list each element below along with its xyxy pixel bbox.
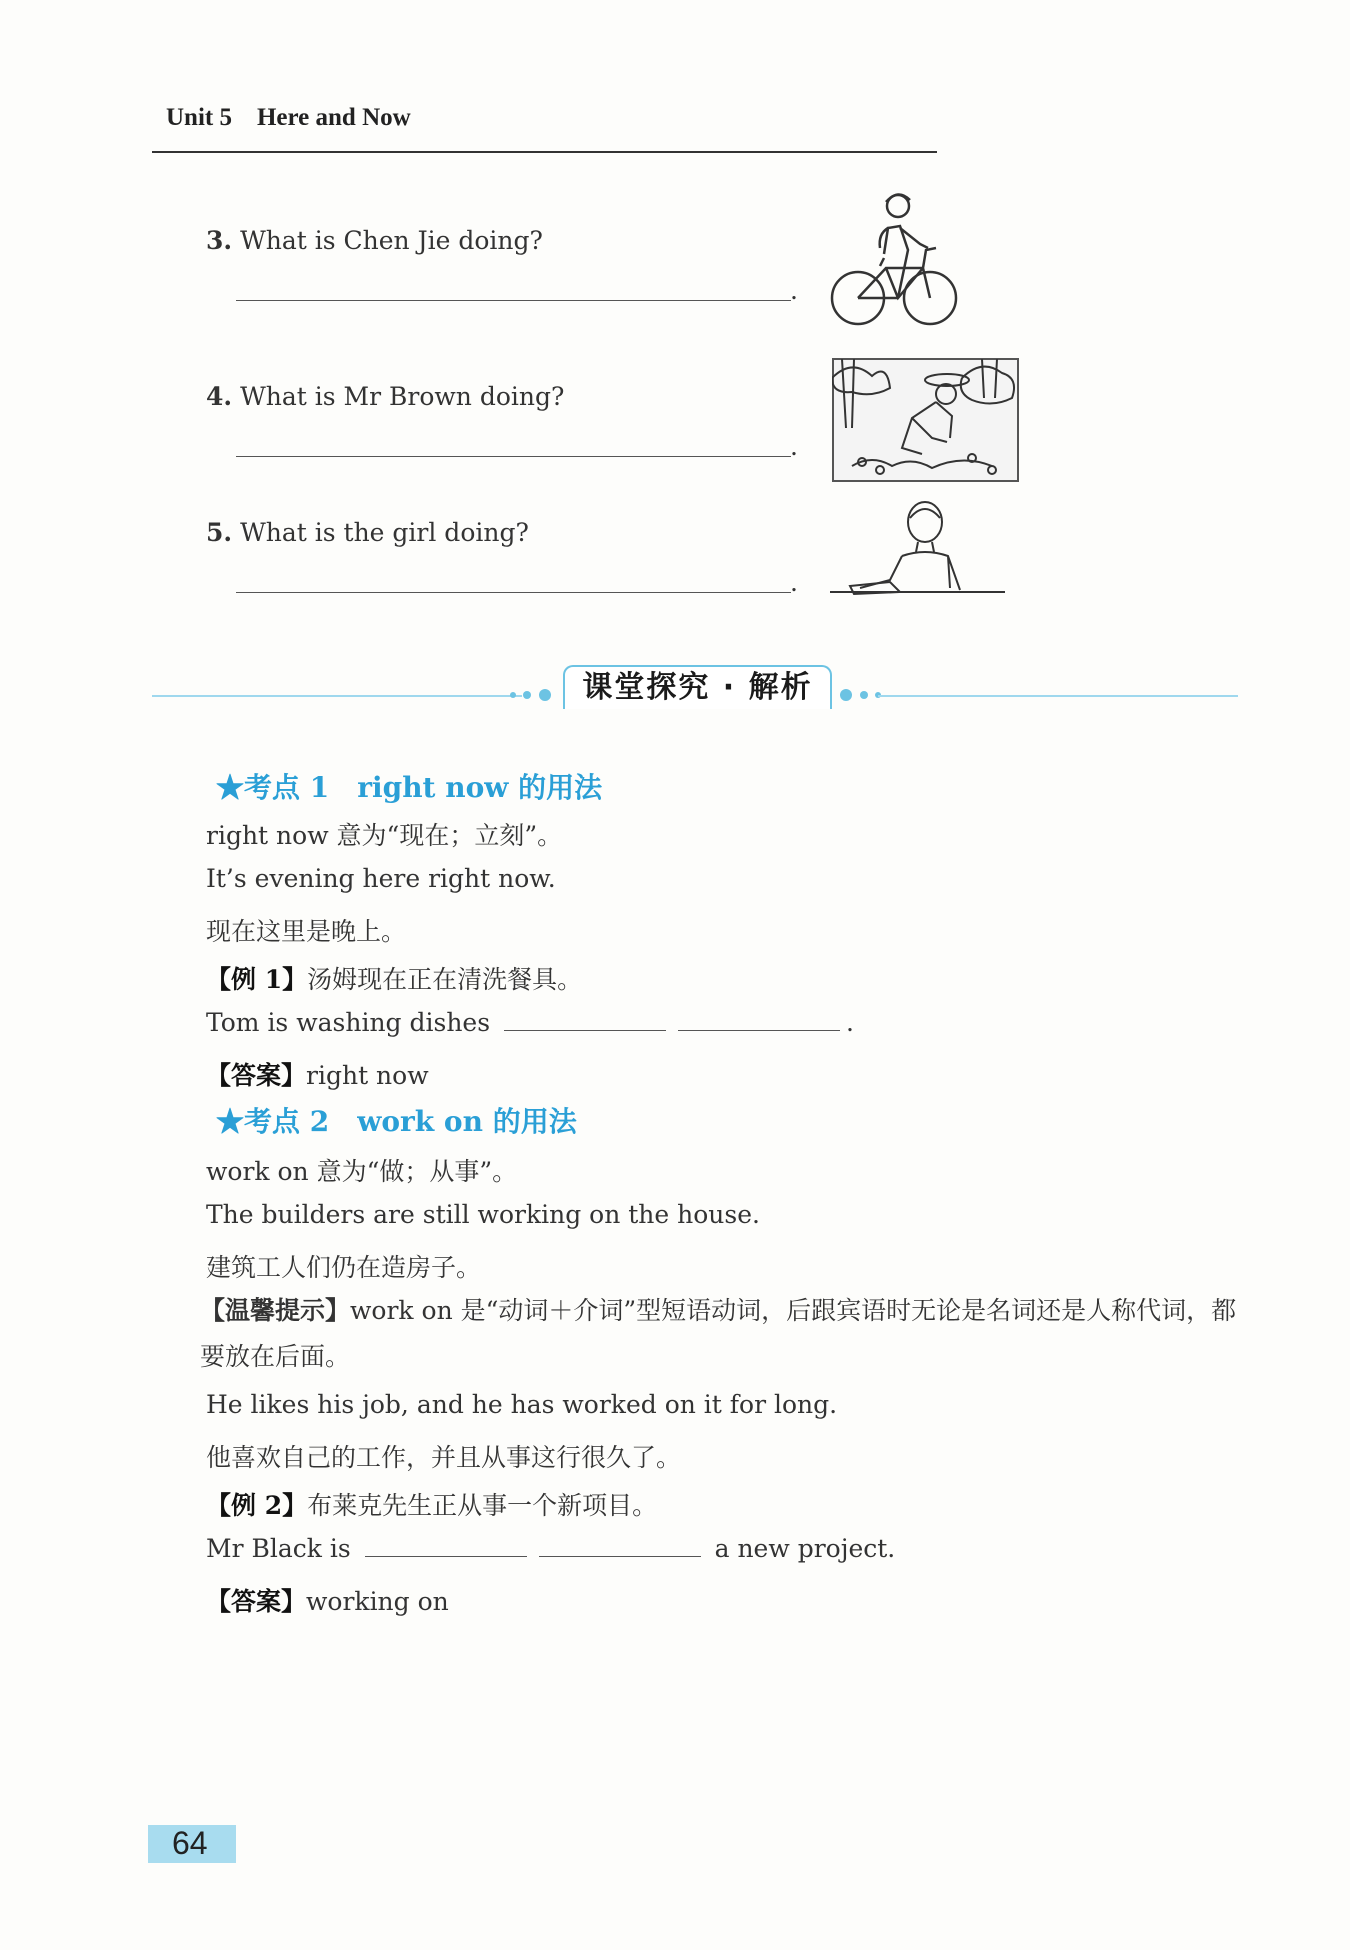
example-1-blank-1[interactable] — [504, 1008, 666, 1031]
example-2-label: 【例 2】 — [206, 1491, 308, 1520]
kaodian-2-example2-cn: 他喜欢自己的工作，并且从事这行很久了。 — [206, 1443, 682, 1472]
tip-label: 【温馨提示】 — [200, 1296, 351, 1325]
girl-riding-bike-icon — [828, 188, 963, 336]
unit-title: Here and Now — [256, 104, 411, 131]
answer-line-4[interactable] — [236, 456, 791, 457]
example-2-blank-1[interactable] — [365, 1534, 527, 1557]
page-header — [166, 104, 411, 132]
example-1-blank-2[interactable] — [678, 1008, 840, 1031]
section-dots-left — [505, 687, 555, 703]
header-rule — [152, 151, 937, 153]
section-title: 课堂探究 · 解析 — [563, 665, 832, 709]
tip-paragraph: 【温馨提示】work on 是“动词＋介词”型短语动词，后跟宾语时无论是名词还是人称代词，都要放在后面。 — [200, 1296, 1237, 1371]
section-divider-right — [878, 695, 1238, 697]
answer-label: 【答案】 — [206, 1587, 307, 1616]
example-2-sentence: Mr Black is a new project. — [206, 1534, 896, 1563]
unit-label: Unit 5 — [166, 104, 232, 131]
answer-period: . — [790, 432, 798, 461]
example-1-label: 【例 1】 — [206, 965, 308, 994]
man-gardening-icon — [832, 358, 1019, 482]
page-number: 64 — [172, 1825, 208, 1861]
kaodian-2-meaning: work on 意为“做；从事”。 — [206, 1157, 518, 1186]
example-1-answer: 【答案】right now — [206, 1061, 429, 1090]
kaodian-1-heading: ★考点 1 right now 的用法 — [216, 771, 603, 804]
kaodian-2-example-en: The builders are still working on the house. — [206, 1200, 760, 1229]
kaodian-2-example2-en: He likes his job, and he has worked on it for long. — [206, 1390, 838, 1419]
question-5: 5. What is the girl doing? — [206, 518, 529, 547]
example-2-blank-2[interactable] — [539, 1534, 701, 1557]
example-1-prompt: 【例 1】汤姆现在正在清洗餐具。 — [206, 965, 583, 994]
kaodian-2-example-cn: 建筑工人们仍在造房子。 — [206, 1253, 482, 1282]
question-4: 4. What is Mr Brown doing? — [206, 382, 565, 411]
kaodian-1-example-en: It’s evening here right now. — [206, 864, 556, 893]
example-2-answer: 【答案】working on — [206, 1587, 449, 1616]
girl-reading-icon — [830, 500, 1005, 600]
kaodian-2-heading: ★考点 2 work on 的用法 — [216, 1105, 577, 1138]
answer-line-5[interactable] — [236, 592, 791, 593]
answer-period: . — [790, 276, 798, 305]
kaodian-1-meaning: right now 意为“现在；立刻”。 — [206, 821, 563, 850]
answer-period: . — [790, 568, 798, 597]
example-1-sentence: Tom is washing dishes . — [206, 1008, 854, 1037]
kaodian-1-example-cn: 现在这里是晚上。 — [206, 917, 407, 946]
example-2-prompt: 【例 2】布莱克先生正从事一个新项目。 — [206, 1491, 658, 1520]
answer-label: 【答案】 — [206, 1061, 307, 1090]
question-3: 3. What is Chen Jie doing? — [206, 226, 543, 255]
section-divider-left — [152, 695, 522, 697]
answer-line-3[interactable] — [236, 300, 791, 301]
